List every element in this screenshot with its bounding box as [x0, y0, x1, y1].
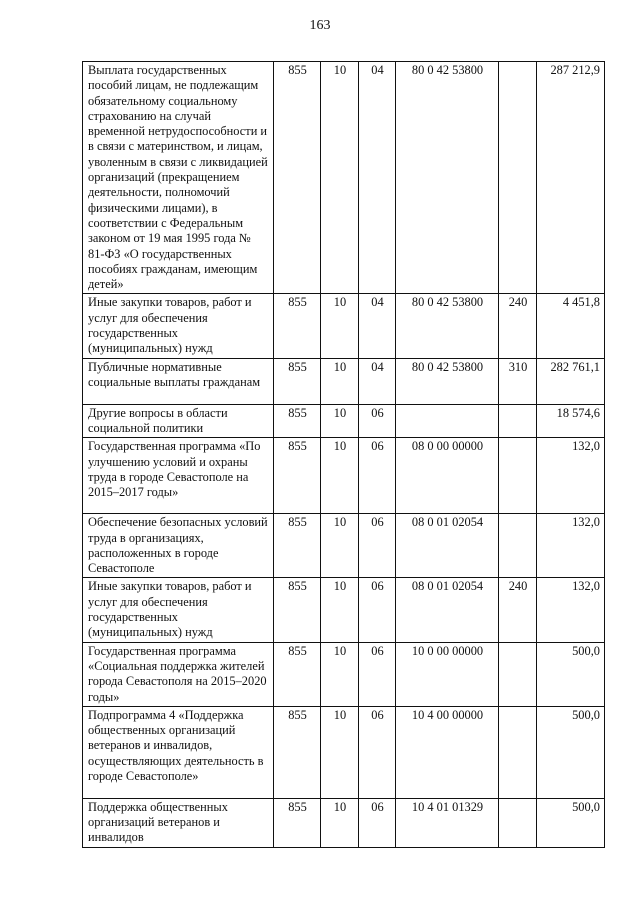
expense-type-code-cell [499, 642, 537, 706]
table-row [83, 404, 605, 438]
department-code-cell: 855 [274, 294, 321, 358]
table-row [83, 294, 605, 358]
subsection-code-cell: 04 [359, 62, 396, 294]
amount-cell: 282 761,1 [537, 358, 605, 404]
expense-name-cell: Иные закупки товаров, работ и услуг для обеспечения государственных (муниципальных) нужд [83, 578, 274, 642]
subsection-code-cell: 06 [359, 438, 396, 514]
expense-name-cell: Другие вопросы в области социальной политики [83, 404, 274, 438]
expense-name-cell: Государственная программа «По улучшению условий и охраны труда в городе Севастополе на 2015–2017 годы» [83, 438, 274, 514]
expense-type-code-cell: 240 [499, 578, 537, 642]
target-article-code-cell [396, 404, 499, 438]
table-row [83, 438, 605, 514]
expense-name-cell: Иные закупки товаров, работ и услуг для обеспечения государственных (муниципальных) нужд [83, 294, 274, 358]
expense-type-code-cell: 310 [499, 358, 537, 404]
expense-name-cell: Обеспечение безопасных условий труда в организациях, расположенных в городе Севастополе [83, 514, 274, 578]
amount-cell: 18 574,6 [537, 404, 605, 438]
department-code-cell: 855 [274, 438, 321, 514]
expense-name-cell: Подпрограмма 4 «Поддержка общественных организаций ветеранов и инвалидов, осуществляющих деятельность в городе Севастополе» [83, 706, 274, 798]
department-code-cell: 855 [274, 358, 321, 404]
target-article-code-cell: 08 0 01 02054 [396, 578, 499, 642]
department-code-cell: 855 [274, 578, 321, 642]
amount-cell: 500,0 [537, 798, 605, 847]
target-article-code-cell: 10 4 01 01329 [396, 798, 499, 847]
amount-cell: 132,0 [537, 438, 605, 514]
expense-name-cell: Поддержка общественных организаций ветеранов и инвалидов [83, 798, 274, 847]
amount-cell: 132,0 [537, 514, 605, 578]
section-code-cell: 10 [321, 294, 359, 358]
subsection-code-cell: 04 [359, 294, 396, 358]
amount-cell: 500,0 [537, 642, 605, 706]
department-code-cell: 855 [274, 62, 321, 294]
section-code-cell: 10 [321, 578, 359, 642]
target-article-code-cell: 80 0 42 53800 [396, 294, 499, 358]
expense-type-code-cell: 240 [499, 294, 537, 358]
target-article-code-cell: 10 0 00 00000 [396, 642, 499, 706]
section-code-cell: 10 [321, 62, 359, 294]
expense-type-code-cell [499, 62, 537, 294]
department-code-cell: 855 [274, 642, 321, 706]
section-code-cell: 10 [321, 404, 359, 438]
page-number: 163 [309, 18, 331, 33]
table-row [83, 642, 605, 706]
target-article-code-cell: 80 0 42 53800 [396, 62, 499, 294]
target-article-code-cell: 08 0 01 02054 [396, 514, 499, 578]
amount-cell: 500,0 [537, 706, 605, 798]
table-row [83, 798, 605, 847]
department-code-cell: 855 [274, 404, 321, 438]
department-code-cell: 855 [274, 798, 321, 847]
target-article-code-cell: 80 0 42 53800 [396, 358, 499, 404]
expense-name-cell: Государственная программа «Социальная поддержка жителей города Севастополя на 2015–2020 годы» [83, 642, 274, 706]
table-row [83, 706, 605, 798]
target-article-code-cell: 08 0 00 00000 [396, 438, 499, 514]
subsection-code-cell: 06 [359, 706, 396, 798]
subsection-code-cell: 06 [359, 578, 396, 642]
target-article-code-cell: 10 4 00 00000 [396, 706, 499, 798]
section-code-cell: 10 [321, 358, 359, 404]
budget-table [82, 61, 605, 848]
table-row [83, 358, 605, 404]
subsection-code-cell: 06 [359, 642, 396, 706]
table-row [83, 514, 605, 578]
table-body [83, 62, 605, 848]
subsection-code-cell: 06 [359, 404, 396, 438]
section-code-cell: 10 [321, 642, 359, 706]
expense-name-cell: Публичные нормативные социальные выплаты гражданам [83, 358, 274, 404]
section-code-cell: 10 [321, 514, 359, 578]
section-code-cell: 10 [321, 438, 359, 514]
subsection-code-cell: 06 [359, 514, 396, 578]
expense-type-code-cell [499, 514, 537, 578]
expense-type-code-cell [499, 706, 537, 798]
subsection-code-cell: 04 [359, 358, 396, 404]
expense-type-code-cell [499, 798, 537, 847]
expense-name-cell: Выплата государственных пособий лицам, не подлежащим обязательному социальному страхованию на случай временной нетрудоспособности и в связи с материнством, и лицам, уволенным в связи с ликвидацией организаций (прекращением деятельности, полномочий физическими лицами), в соответствии с Федеральным законом от 19 мая 1995 года № 81-ФЗ «О государственных пособиях гражданам, имеющим детей» [83, 62, 274, 294]
amount-cell: 132,0 [537, 578, 605, 642]
table-row [83, 62, 605, 294]
subsection-code-cell: 06 [359, 798, 396, 847]
section-code-cell: 10 [321, 706, 359, 798]
section-code-cell: 10 [321, 798, 359, 847]
amount-cell: 287 212,9 [537, 62, 605, 294]
department-code-cell: 855 [274, 706, 321, 798]
department-code-cell: 855 [274, 514, 321, 578]
expense-type-code-cell [499, 438, 537, 514]
amount-cell: 4 451,8 [537, 294, 605, 358]
table-row [83, 578, 605, 642]
expense-type-code-cell [499, 404, 537, 438]
